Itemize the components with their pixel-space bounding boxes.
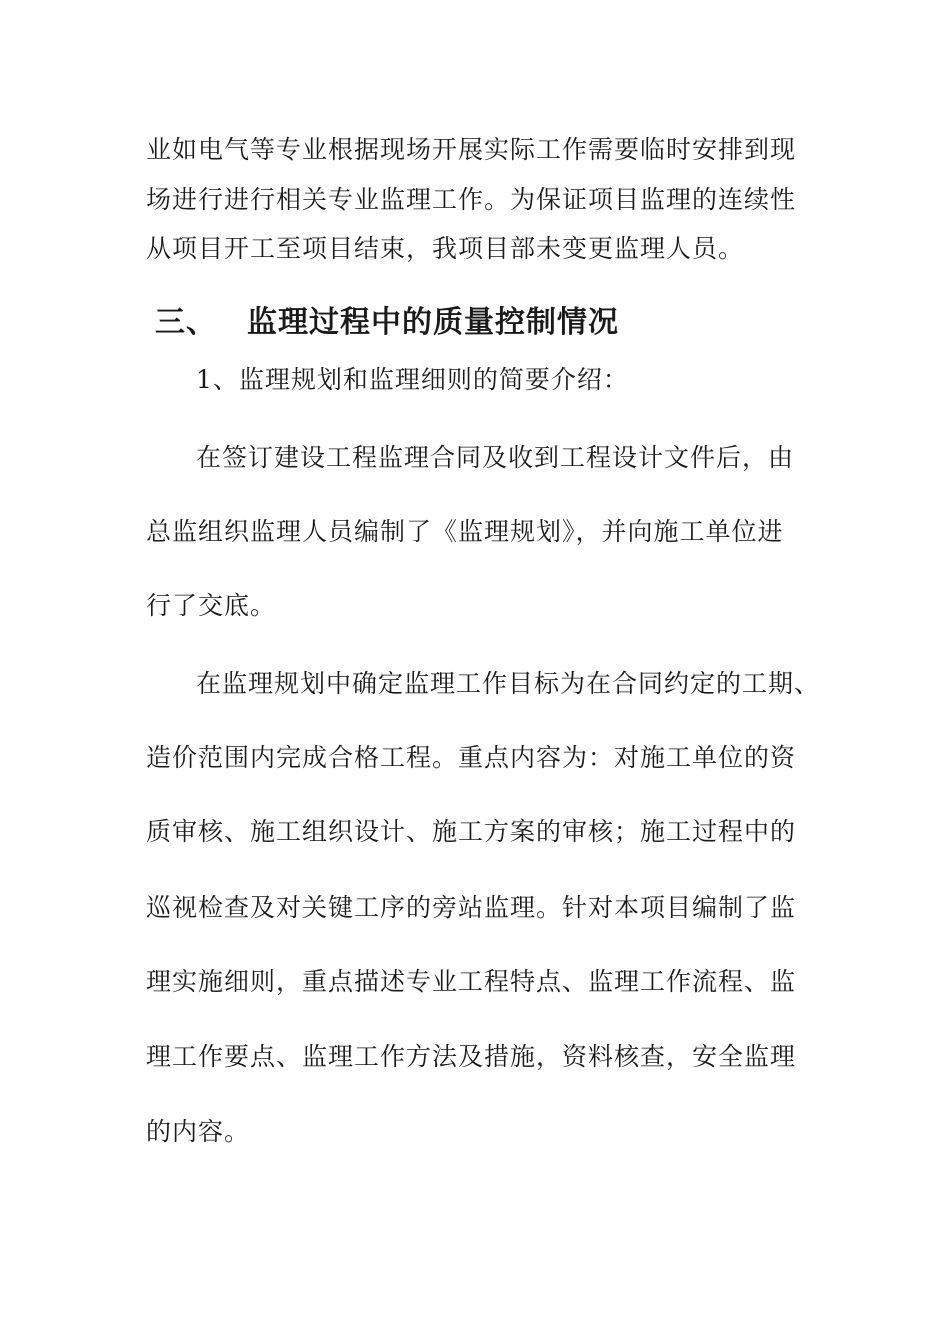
paragraph-line: 巡视检查及对关键工序的旁站监理。针对本项目编制了监 xyxy=(146,893,797,922)
paragraph-line: 理工作要点、监理工作方法及措施，资料核查，安全监理 xyxy=(146,1042,797,1071)
intro-line: 业如电气等专业根据现场开展实际工作需要临时安排到现 xyxy=(146,135,797,164)
paragraph-line: 质审核、施工组织设计、施工方案的审核；施工过程中的 xyxy=(146,817,797,846)
paragraph-line: 总监组织监理人员编制了《监理规划》，并向施工单位进 xyxy=(146,517,784,546)
subsection-heading: 1、监理规划和监理细则的简要介绍： xyxy=(196,365,629,394)
paragraph-line: 在监理规划中确定监理工作目标为在合同约定的工期、 xyxy=(196,669,821,698)
intro-line: 从项目开工至项目结束，我项目部未变更监理人员。 xyxy=(146,234,745,263)
section-heading xyxy=(155,303,619,343)
paragraph-line: 的内容。 xyxy=(146,1117,251,1146)
paragraph-line: 理实施细则，重点描述专业工程特点、监理工作流程、监 xyxy=(146,967,797,996)
paragraph-line: 行了交底。 xyxy=(146,591,277,620)
intro-line: 场进行进行相关专业监理工作。为保证项目监理的连续性 xyxy=(146,185,797,214)
paragraph-line: 在签订建设工程监理合同及收到工程设计文件后，由 xyxy=(196,443,795,472)
paragraph-line: 造价范围内完成合格工程。重点内容为：对施工单位的资 xyxy=(146,743,797,772)
section-number: 三、 xyxy=(155,305,217,340)
section-title: 监理过程中的质量控制情况 xyxy=(247,305,619,340)
